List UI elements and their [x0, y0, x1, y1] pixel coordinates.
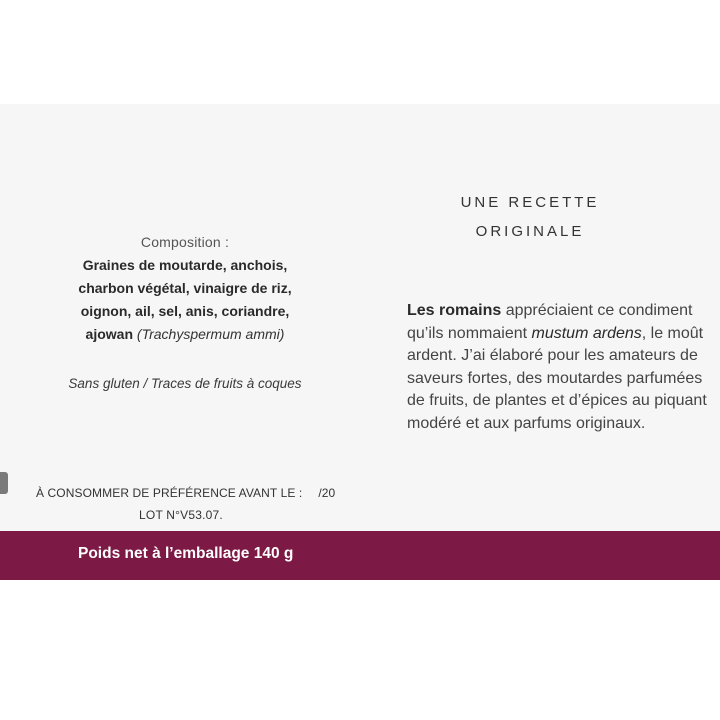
recipe-title — [420, 188, 640, 246]
best-before-label: À CONSOMMER DE PRÉFÉRENCE AVANT LE : — [36, 486, 303, 500]
label-tab-marker — [0, 472, 8, 494]
story-text: appréciaient ce condiment qu’ils nommaient — [407, 302, 693, 342]
product-label — [0, 104, 720, 580]
ingredient-ajowan: ajowan — [85, 326, 137, 342]
best-before-date: /20 — [318, 486, 336, 500]
composition-title: Composition : — [140, 234, 230, 250]
page-background — [0, 580, 720, 720]
allergen-notice: Sans gluten / Traces de fruits à coques — [68, 376, 302, 391]
composition-block — [40, 234, 330, 346]
story-text: , le moût ardent. J’ai élaboré pour les amateurs de saveurs fortes, des moutardes parfumées de fruits, de plantes et d’épices au piquant modéré et aux parfums originaux. — [407, 324, 707, 432]
best-before-line — [36, 486, 335, 500]
weight-band — [0, 531, 720, 580]
ingredients-line: oignon, ail, sel, anis, coriandre, — [80, 303, 290, 319]
lot-number: LOT N°V53.07. — [139, 508, 223, 522]
ingredients-line: charbon végétal, vinaigre de riz, — [78, 280, 292, 296]
recipe-title-line: UNE RECETTE — [460, 194, 600, 211]
ingredients-list — [40, 254, 330, 346]
scientific-name: (Trachyspermum ammi) — [136, 326, 285, 342]
recipe-title-line: ORIGINALE — [475, 223, 585, 240]
ingredients-line: Graines de moutarde, anchois, — [82, 257, 288, 273]
story-latin-name: mustum ardens — [531, 324, 642, 342]
ingredients-line — [40, 323, 330, 346]
net-weight: Poids net à l’emballage 140 g — [78, 545, 294, 562]
story-paragraph — [407, 300, 707, 435]
story-lead: Les romains — [407, 302, 502, 319]
